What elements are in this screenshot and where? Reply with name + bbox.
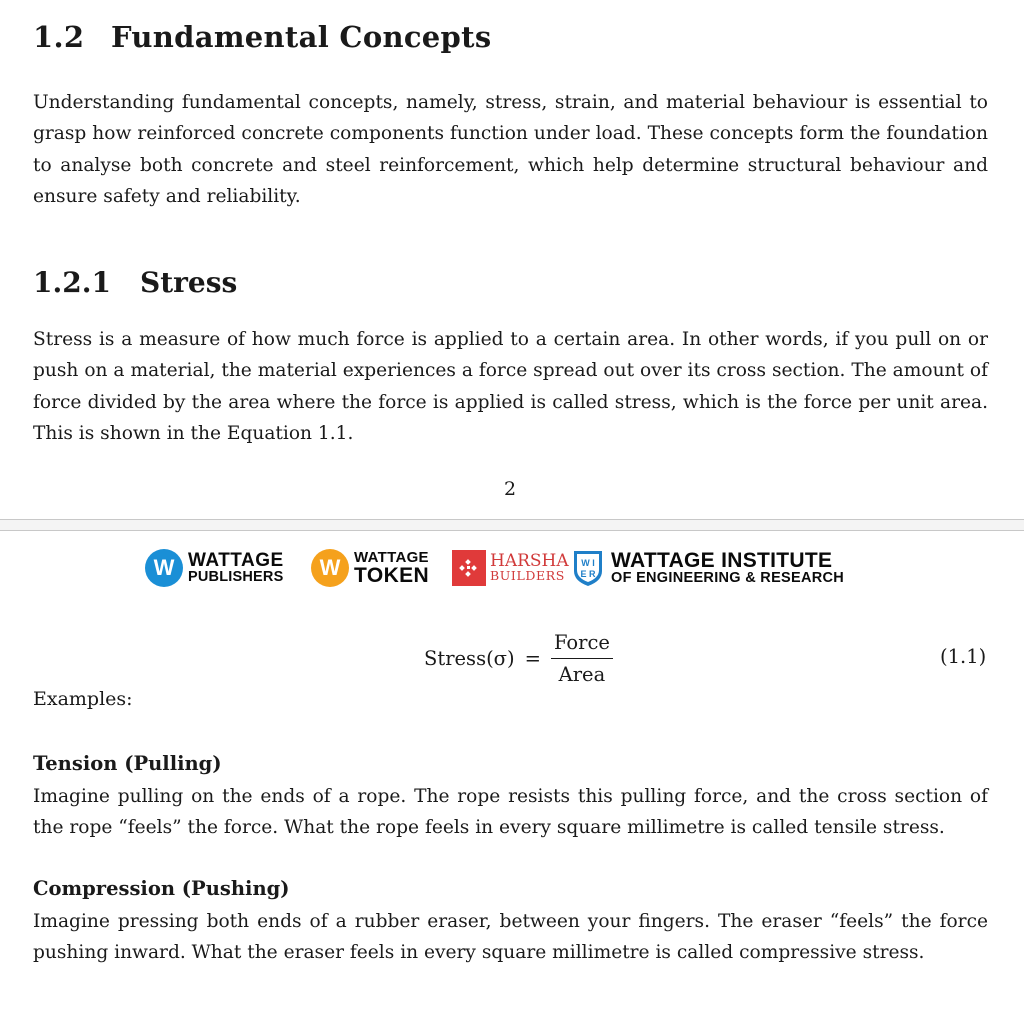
token-line2: TOKEN (354, 564, 430, 587)
page-number: 2 (503, 478, 517, 500)
harsha-line1: HARSHA (490, 551, 569, 572)
section-number: 1.2 (33, 20, 85, 54)
publishers-line1: WATTAGE (188, 550, 284, 572)
page-divider-bottom (0, 530, 1024, 531)
compression-heading: Compression (Pushing) (33, 877, 290, 900)
page-gap (0, 520, 1024, 530)
tension-heading: Tension (Pulling) (33, 752, 222, 775)
equation-denominator: Area (558, 662, 606, 686)
wattage-institute-logo (572, 546, 844, 590)
equation-equals: = (524, 646, 541, 670)
harsha-line2: BUILDERS (490, 568, 565, 584)
stress-equation (424, 628, 613, 688)
wattage-token-logo (311, 546, 429, 590)
harsha-builders-icon (452, 550, 486, 586)
subsection-heading (33, 266, 237, 299)
section-title: Fundamental Concepts (111, 20, 492, 54)
compression-paragraph: Imagine pressing both ends of a rubber eraser, between your fingers. The eraser “feels” the force pushing inward. What the eraser feels in every square millimetre is called compressive stress. (33, 911, 988, 964)
intro-paragraph: Understanding fundamental concepts, namely, stress, strain, and material behaviour is essential to grasp how reinforced concrete components function under load. These concepts form the foundation to analyse both concrete and steel reinforcement, which help determine structural behaviour and ensure safety and reliability. (33, 92, 988, 207)
subsection-title: Stress (140, 266, 238, 299)
logo-bar (145, 546, 875, 590)
token-line1: WATTAGE (354, 549, 429, 566)
shield-icon (572, 549, 604, 587)
svg-text:E R: E R (580, 569, 596, 579)
wattage-token-icon: W (311, 549, 349, 587)
subsection-number: 1.2.1 (33, 266, 111, 299)
harsha-builders-logo (452, 546, 569, 590)
tension-paragraph: Imagine pulling on the ends of a rope. The rope resists this pulling force, and the cross section of the rope “feels” the force. What the rope feels in every square millimetre is called tensile stress. (33, 786, 988, 839)
equation-lhs: Stress(σ) (424, 646, 515, 670)
institute-line1: WATTAGE INSTITUTE (611, 549, 833, 573)
svg-text:W I: W I (581, 558, 595, 568)
stress-paragraph: Stress is a measure of how much force is applied to a certain area. In other words, if you pull on or push on a material, the material experiences a force spread out over its cross section. The amount of force divided by the area where the force is applied is called stress, which is the force per unit area. This is shown in the Equation 1.1. (33, 329, 988, 444)
equation-number: (1.1) (940, 645, 987, 668)
institute-line2: OF ENGINEERING & RESEARCH (611, 570, 845, 587)
publishers-line2: PUBLISHERS (188, 569, 284, 586)
wattage-publishers-logo (145, 546, 284, 590)
equation-numerator: Force (551, 631, 613, 659)
examples-label: Examples: (33, 688, 133, 710)
section-heading (33, 20, 491, 54)
wattage-publishers-icon: W (145, 549, 183, 587)
equation-fraction (551, 631, 613, 686)
